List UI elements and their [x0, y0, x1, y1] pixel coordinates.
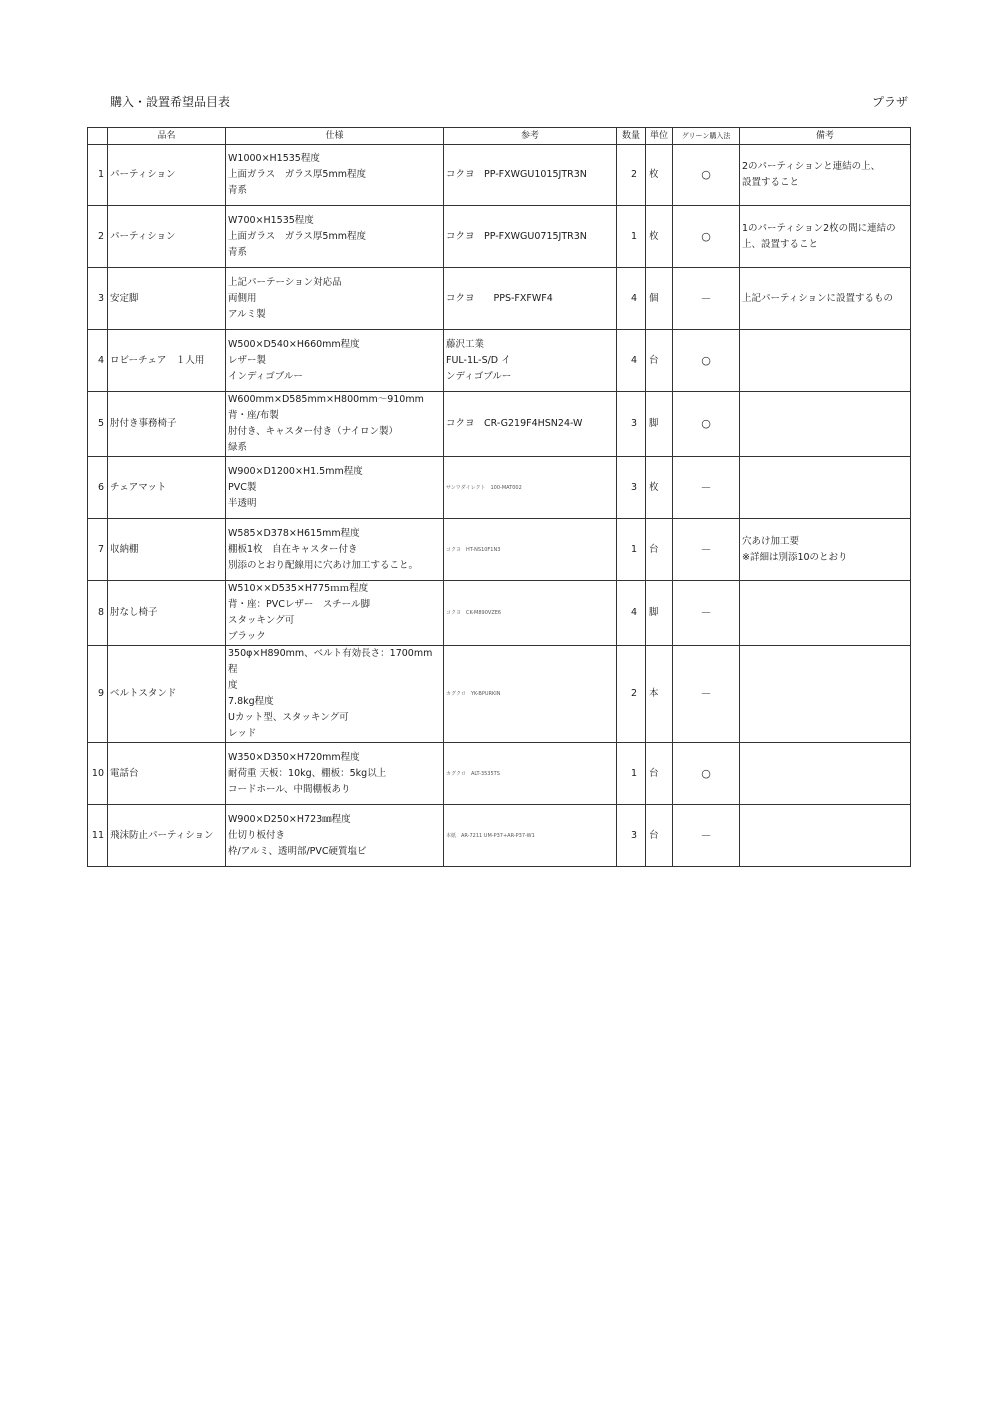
item-spec-line: ブラック [228, 631, 266, 642]
item-unit: 台 [646, 743, 673, 805]
table-row [88, 743, 911, 805]
item-name: パーティション [108, 145, 226, 206]
item-spec [226, 743, 444, 805]
col-header-green: グリーン購入法 [673, 128, 740, 145]
item-spec-line: 仕切り板付き [228, 829, 286, 841]
item-spec [226, 519, 444, 581]
row-number: 1 [88, 145, 108, 206]
item-spec-line: 青系 [228, 246, 248, 258]
item-spec-line: 両側用 [228, 292, 257, 304]
item-spec-line: 緑系 [228, 442, 248, 453]
item-name: ベルトスタンド [108, 646, 226, 743]
col-header-qty: 数量 [617, 128, 646, 145]
green-purchase-mark: － [673, 805, 740, 867]
item-spec [226, 145, 444, 206]
item-name: パーティション [108, 206, 226, 268]
item-unit: 台 [646, 805, 673, 867]
item-reference-line: 本紙 AR-7211 UM-P37+AR-P37-W1 [446, 832, 535, 839]
item-spec [226, 457, 444, 519]
col-header-ref: 参考 [444, 128, 617, 145]
item-spec-line: インディゴブルー [228, 370, 303, 382]
item-spec-line: スタッキング可 [228, 615, 295, 626]
item-spec-line: Uカット型、スタッキング可 [228, 712, 349, 723]
item-unit: 台 [646, 519, 673, 581]
item-reference [444, 646, 617, 743]
item-reference-line: コクヨ CK-M890VZE6 [446, 610, 502, 616]
item-quantity: 1 [617, 206, 646, 268]
item-name: 電話台 [108, 743, 226, 805]
item-note-line: 上、設置すること [742, 238, 819, 250]
item-name: 肘なし椅子 [108, 581, 226, 646]
item-quantity: 2 [617, 646, 646, 743]
item-spec-line: コードホール、中間棚板あり [228, 783, 351, 795]
item-reference [444, 145, 617, 206]
item-spec [226, 646, 444, 743]
row-number: 4 [88, 330, 108, 392]
item-spec-line: 青系 [228, 185, 248, 196]
item-spec-line: 上面ガラス ガラス厚5mm程度 [228, 230, 366, 242]
item-quantity: 3 [617, 392, 646, 457]
item-spec-line: W900×D250×H723㎜程度 [228, 813, 351, 825]
item-spec-line: 背・座/布製 [228, 410, 279, 421]
item-reference-line: コクヨ PPS-FXFWF4 [446, 292, 553, 304]
item-quantity: 4 [617, 268, 646, 330]
row-number: 8 [88, 581, 108, 646]
item-unit: 脚 [646, 581, 673, 646]
item-reference [444, 392, 617, 457]
table-row [88, 581, 911, 646]
green-purchase-mark: ○ [673, 743, 740, 805]
item-spec-line: W700×H1535程度 [228, 214, 314, 226]
item-reference-line: ンディゴブルー [446, 370, 512, 382]
item-reference-line: 藤沢工業 [446, 338, 485, 350]
item-quantity: 2 [617, 145, 646, 206]
item-note [740, 206, 911, 268]
green-purchase-mark: ○ [673, 392, 740, 457]
row-number: 7 [88, 519, 108, 581]
item-spec-line: 別添のとおり配線用に穴あけ加工すること。 [228, 559, 419, 571]
item-name: 飛沫防止パーティション [108, 805, 226, 867]
item-reference [444, 581, 617, 646]
item-spec-line: アルミ製 [228, 308, 266, 320]
item-quantity: 4 [617, 330, 646, 392]
item-spec-line: W500×D540×H660mm程度 [228, 338, 360, 350]
item-spec [226, 392, 444, 457]
green-purchase-mark: ○ [673, 206, 740, 268]
item-reference [444, 206, 617, 268]
document-title: 購入・設置希望品目表 [110, 95, 231, 109]
item-reference-line: サンワダイレクト 100-MAT002 [446, 484, 522, 491]
green-purchase-mark: ○ [673, 145, 740, 206]
item-quantity: 1 [617, 519, 646, 581]
item-note [740, 519, 911, 581]
item-spec [226, 581, 444, 646]
item-note-line: 上記パーティションに設置するもの [742, 292, 894, 304]
item-spec-line: W600mm×D585mm×H800mm～910mm [228, 394, 424, 405]
table-row [88, 646, 911, 743]
item-quantity: 1 [617, 743, 646, 805]
table-row [88, 392, 911, 457]
col-header-spec: 仕様 [226, 128, 444, 145]
item-unit: 枚 [646, 145, 673, 206]
item-unit: 本 [646, 646, 673, 743]
item-reference [444, 457, 617, 519]
green-purchase-mark: － [673, 457, 740, 519]
row-number: 10 [88, 743, 108, 805]
item-unit: 個 [646, 268, 673, 330]
item-reference-line: コクヨ CR-G219F4HSN24-W [446, 418, 583, 429]
table-row [88, 145, 911, 206]
item-unit: 枚 [646, 206, 673, 268]
item-reference-line: カグクロ ALT-3535TS [446, 770, 500, 777]
item-name: チェアマット [108, 457, 226, 519]
green-purchase-mark: － [673, 268, 740, 330]
table-row [88, 330, 911, 392]
location-label: プラザ [871, 95, 908, 109]
row-number: 3 [88, 268, 108, 330]
item-reference [444, 519, 617, 581]
item-note [740, 646, 911, 743]
table-row [88, 457, 911, 519]
item-spec-line: W585×D378×H615mm程度 [228, 527, 360, 539]
item-note-line: 1のパーティション2枚の間に連結の [742, 222, 896, 234]
item-spec-line: 棚板1枚 自在キャスター付き [228, 543, 358, 555]
item-reference-line: コクヨ PP-FXWGU0715JTR3N [446, 230, 587, 242]
green-purchase-mark: － [673, 646, 740, 743]
item-name: 収納棚 [108, 519, 226, 581]
item-reference [444, 330, 617, 392]
item-unit: 枚 [646, 457, 673, 519]
item-note [740, 145, 911, 206]
item-spec [226, 268, 444, 330]
item-reference-line: FUL-1L-S/D イ [446, 354, 511, 366]
item-spec-line: 度 [228, 680, 238, 691]
item-spec-line: W1000×H1535程度 [228, 153, 320, 164]
item-note [740, 805, 911, 867]
col-header-no [88, 128, 108, 145]
table-header-row [88, 128, 911, 145]
table-row [88, 805, 911, 867]
item-spec-line: 350φ×H890mm、ベルト有効長さ：1700mm程 [228, 648, 433, 675]
green-purchase-mark: － [673, 519, 740, 581]
row-number: 5 [88, 392, 108, 457]
item-spec-line: 耐荷重 天板：10kg、棚板：5kg以上 [228, 767, 387, 779]
item-spec [226, 330, 444, 392]
row-number: 2 [88, 206, 108, 268]
item-note [740, 392, 911, 457]
item-unit: 台 [646, 330, 673, 392]
item-note [740, 743, 911, 805]
item-name: 安定脚 [108, 268, 226, 330]
item-spec-line: 上記パーテーション対応品 [228, 276, 342, 288]
item-spec-line: レザー製 [228, 354, 267, 366]
item-spec-line: 枠/アルミ、透明部/PVC硬質塩ビ [228, 845, 367, 857]
item-name: 肘付き事務椅子 [108, 392, 226, 457]
item-spec [226, 805, 444, 867]
item-spec-line: PVC製 [228, 481, 257, 493]
item-name: ロビーチェア １人用 [108, 330, 226, 392]
item-spec-line: レッド [228, 728, 257, 739]
item-spec-line: W350×D350×H720mm程度 [228, 751, 360, 763]
item-reference [444, 268, 617, 330]
table-row [88, 519, 911, 581]
item-note-line: 設置すること [742, 177, 800, 188]
item-spec-line: W900×D1200×H1.5mm程度 [228, 465, 363, 477]
item-note [740, 330, 911, 392]
row-number: 6 [88, 457, 108, 519]
item-spec [226, 206, 444, 268]
item-reference-line: カグクロ YK-BPURKIN [446, 691, 501, 697]
item-spec-line: 上面ガラス ガラス厚5mm程度 [228, 169, 366, 180]
item-note [740, 268, 911, 330]
green-purchase-mark: － [673, 581, 740, 646]
item-reference [444, 743, 617, 805]
item-quantity: 3 [617, 805, 646, 867]
row-number: 9 [88, 646, 108, 743]
item-reference [444, 805, 617, 867]
item-quantity: 4 [617, 581, 646, 646]
col-header-unit: 単位 [646, 128, 673, 145]
items-table [87, 127, 911, 867]
item-spec-line: 半透明 [228, 497, 257, 509]
item-spec-line: 背・座：PVCレザー スチール脚 [228, 599, 370, 610]
col-header-note: 備考 [740, 128, 911, 145]
item-quantity: 3 [617, 457, 646, 519]
green-purchase-mark: ○ [673, 330, 740, 392]
table-row [88, 206, 911, 268]
item-note-line: 2のパーティションと連結の上、 [742, 161, 881, 172]
row-number: 11 [88, 805, 108, 867]
item-reference-line: コクヨ PP-FXWGU1015JTR3N [446, 169, 587, 180]
col-header-name: 品名 [108, 128, 226, 145]
item-note-line: 穴あけ加工要 [742, 535, 800, 547]
item-note [740, 457, 911, 519]
item-note-line: ※詳細は別添10のとおり [742, 551, 848, 563]
table-row [88, 268, 911, 330]
item-spec-line: 7.8kg程度 [228, 696, 274, 707]
item-spec-line: 肘付き、キャスター付き（ナイロン製） [228, 426, 398, 437]
item-unit: 脚 [646, 392, 673, 457]
item-reference-line: コクヨ HT-NS10F1N3 [446, 546, 501, 553]
item-spec-line: W510××D535×H775ｍｍ程度 [228, 583, 369, 594]
item-note [740, 581, 911, 646]
